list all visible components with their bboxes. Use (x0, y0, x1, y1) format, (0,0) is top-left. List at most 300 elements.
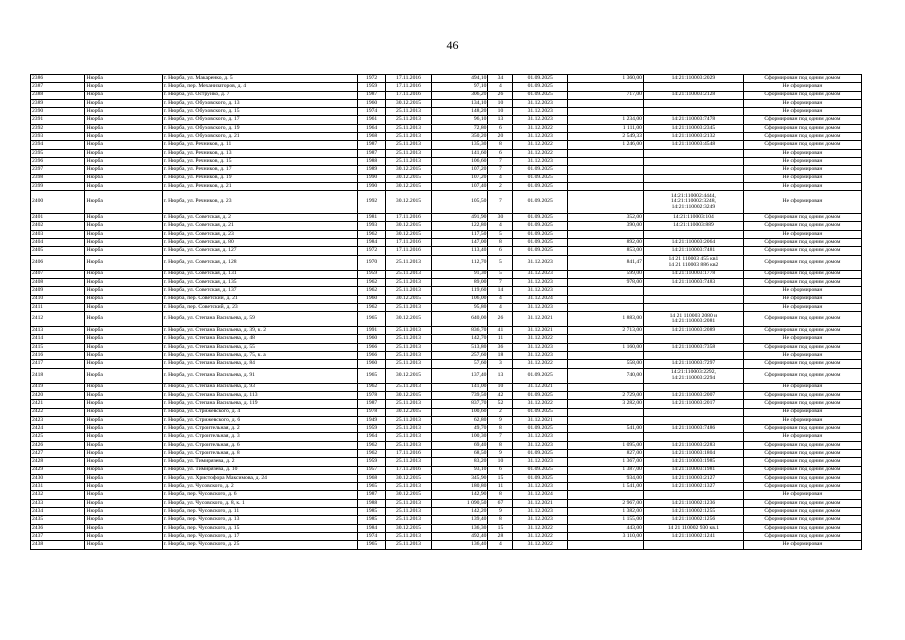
cell-cadastral-number: 14:21:110002:1241 (643, 532, 743, 540)
table-row (31, 174, 862, 182)
table-row (31, 133, 862, 141)
cell-cadastral-number: 14:21:110003:2292, 14:21:110003:2294 (643, 368, 743, 383)
cell-area: 97,10 (431, 83, 488, 91)
table-row (31, 214, 862, 222)
cell-locality: Нюрба (85, 335, 162, 343)
cell-area: 139,40 (431, 516, 488, 524)
cell-date: 30.12.2015 (386, 368, 431, 383)
cell-land-status: Сформирован под одним домом (743, 360, 861, 368)
cell-residents: 5 (488, 270, 513, 278)
cell-land-area: 3 110,00 (567, 532, 643, 540)
cell-address: г. Нюрба, ул. Речников, д. 23 (162, 191, 357, 214)
cell-deadline: 31.12.2021 (513, 312, 567, 327)
table-row (31, 247, 862, 255)
cell-address: г. Нюрба, ул. Чусовского, д. 8, к. 1 (162, 499, 357, 507)
cell-date: 25.11.2013 (386, 343, 431, 351)
cell-date: 25.11.2013 (386, 303, 431, 311)
cell-land-status: Сформирован под одним домом (743, 532, 861, 540)
cell-residents: 42 (488, 391, 513, 399)
cell-land-status: Не сформирован (743, 166, 861, 174)
cell-address: г. Нюрба, пер. Чусовского, д. 17 (162, 532, 357, 540)
cell-address: г. Нюрба, ул. Степана Васильева, д. 93 (162, 383, 357, 391)
table-row (31, 312, 862, 327)
cell-address: г. Нюрба, ул. Степана Васильева, д. 75, к. а (162, 352, 357, 360)
cell-row-number: 2400 (31, 191, 85, 214)
cell-residents: 15 (488, 474, 513, 482)
cell-row-number: 2416 (31, 352, 85, 360)
cell-land-area: 827,00 (567, 449, 643, 457)
cell-area: 492,40 (431, 532, 488, 540)
table-row (31, 335, 862, 343)
cell-land-area: 541,00 (567, 425, 643, 433)
cell-address: г. Нюрба, ул. Советская, д. 135 (162, 278, 357, 286)
cell-cadastral-number (643, 541, 743, 549)
cell-land-status: Сформирован под одним домом (743, 141, 861, 149)
cell-area: 72,80 (431, 124, 488, 132)
cell-land-status: Не сформирован (743, 433, 861, 441)
cell-row-number: 2424 (31, 425, 85, 433)
cell-locality: Нюрба (85, 532, 162, 540)
cell-locality: Нюрба (85, 157, 162, 165)
cell-build-year: 1993 (357, 222, 385, 230)
cell-locality: Нюрба (85, 408, 162, 416)
cell-land-area (567, 149, 643, 157)
cell-locality: Нюрба (85, 239, 162, 247)
cell-area: 350,20 (431, 133, 488, 141)
cell-build-year: 1970 (357, 255, 385, 270)
cell-date: 17.11.2016 (386, 214, 431, 222)
cell-deadline: 31.12.2023 (513, 516, 567, 524)
cell-land-status: Сформирован под одним домом (743, 270, 861, 278)
cell-date: 17.11.2016 (386, 466, 431, 474)
cell-date: 25.11.2013 (386, 149, 431, 157)
cell-build-year: 1972 (357, 75, 385, 83)
cell-land-area: 1 360,00 (567, 75, 643, 83)
cell-date: 17.11.2016 (386, 91, 431, 99)
cell-date: 25.11.2013 (386, 508, 431, 516)
cell-residents: 20 (488, 133, 513, 141)
cell-cadastral-number: 14:21:110002:4444, 14:21:110002:3248, 14:21:110002:3249 (643, 191, 743, 214)
cell-land-area: 717,00 (567, 91, 643, 99)
cell-build-year: 1962 (357, 230, 385, 238)
cell-deadline: 01.09.2025 (513, 191, 567, 214)
table-row (31, 327, 862, 335)
cell-address: г. Нюрба, ул. Советская, д. 2 (162, 214, 357, 222)
cell-residents: 4 (488, 174, 513, 182)
cell-area: 107,20 (431, 166, 488, 174)
cell-area: 112,70 (431, 255, 488, 270)
cell-address: г. Нюрба, ул. Речников, д. 19 (162, 174, 357, 182)
cell-locality: Нюрба (85, 541, 162, 549)
cell-area: 113,40 (431, 247, 488, 255)
cell-deadline: 01.09.2025 (513, 408, 567, 416)
cell-date: 25.11.2013 (386, 327, 431, 335)
cell-build-year: 1964 (357, 124, 385, 132)
cell-date: 30.12.2015 (386, 408, 431, 416)
cell-land-status: Сформирован под одним домом (743, 214, 861, 222)
cell-build-year: 1978 (357, 391, 385, 399)
cell-date: 25.11.2013 (386, 287, 431, 295)
cell-area: 95,80 (431, 303, 488, 311)
cell-locality: Нюрба (85, 466, 162, 474)
cell-area: 62,80 (431, 416, 488, 424)
cell-row-number: 2438 (31, 541, 85, 549)
cell-land-area: 3 282,00 (567, 400, 643, 408)
cell-date: 30.12.2015 (386, 174, 431, 182)
cell-residents: 6 (488, 124, 513, 132)
cell-date: 25.11.2013 (386, 108, 431, 116)
cell-cadastral-number (643, 108, 743, 116)
table-row (31, 166, 862, 174)
cell-area: 148,20 (431, 108, 488, 116)
cell-address: г. Нюрба, ул. Советская, д. 23 (162, 230, 357, 238)
cell-address: г. Нюрба, ул. Степана Васильева, д. 55 (162, 343, 357, 351)
cell-cadastral-number (643, 491, 743, 499)
cell-build-year: 1989 (357, 166, 385, 174)
cell-area: 100,30 (431, 433, 488, 441)
cell-residents: 30 (488, 214, 513, 222)
cell-area: 106,00 (431, 295, 488, 303)
cell-cadastral-number (643, 230, 743, 238)
table-row (31, 541, 862, 549)
cell-deadline: 31.12.2021 (513, 416, 567, 424)
cell-residents: 26 (488, 312, 513, 327)
table-row (31, 108, 862, 116)
cell-area: 142,90 (431, 491, 488, 499)
cell-cadastral-number: 14:21:110003:7481 (643, 247, 743, 255)
cell-address: г. Нюрба, ул. Строительная, д. 2 (162, 425, 357, 433)
table-row (31, 433, 862, 441)
cell-land-status: Сформирован под одним домом (743, 425, 861, 433)
table-row (31, 149, 862, 157)
cell-residents: 8 (488, 425, 513, 433)
cell-locality: Нюрба (85, 116, 162, 124)
cell-row-number: 2425 (31, 433, 85, 441)
cell-row-number: 2421 (31, 400, 85, 408)
table-row (31, 141, 862, 149)
cell-land-area: 1 234,00 (567, 116, 643, 124)
cell-row-number: 2388 (31, 91, 85, 99)
cell-residents: 8 (488, 239, 513, 247)
cell-residents: 67 (488, 499, 513, 507)
table-row (31, 425, 862, 433)
cell-address: г. Нюрба, ул. Обуховского, д. 17 (162, 116, 357, 124)
cell-build-year: 1990 (357, 182, 385, 190)
cell-residents: 18 (488, 352, 513, 360)
table-row (31, 157, 862, 165)
cell-deadline: 31.12.2024 (513, 491, 567, 499)
cell-land-status: Сформирован под одним домом (743, 449, 861, 457)
cell-build-year: 1959 (357, 83, 385, 91)
cell-address: г. Нюрба, ул. Степана Васильева, д. 39, к. 2 (162, 327, 357, 335)
cell-deadline: 31.12.2023 (513, 278, 567, 286)
cell-area: 141,00 (431, 383, 488, 391)
cell-address: г. Нюрба, пер. Чусовского, д. 6 (162, 491, 357, 499)
cell-row-number: 2397 (31, 166, 85, 174)
cell-land-status: Сформирован под одним домом (743, 343, 861, 351)
cell-date: 25.11.2013 (386, 400, 431, 408)
cell-locality: Нюрба (85, 124, 162, 132)
cell-land-status: Сформирован под одним домом (743, 116, 861, 124)
cell-residents: 2 (488, 408, 513, 416)
cell-build-year: 1962 (357, 449, 385, 457)
cell-land-area: 390,00 (567, 222, 643, 230)
cell-build-year: 1949 (357, 416, 385, 424)
cell-cadastral-number: 14:21:110002:1327 (643, 483, 743, 491)
cell-row-number: 2398 (31, 174, 85, 182)
cell-land-area: 1 883,00 (567, 312, 643, 327)
cell-cadastral-number (643, 157, 743, 165)
cell-land-status: Не сформирован (743, 191, 861, 214)
cell-area: 105,50 (431, 191, 488, 214)
cell-locality: Нюрба (85, 383, 162, 391)
cell-cadastral-number: 14:21:110003:889 (643, 222, 743, 230)
cell-area: 491,90 (431, 214, 488, 222)
cell-residents: 7 (488, 191, 513, 214)
cell-build-year: 1987 (357, 491, 385, 499)
cell-land-status: Не сформирован (743, 335, 861, 343)
cell-deadline: 31.12.2022 (513, 124, 567, 132)
cell-deadline: 31.12.2023 (513, 433, 567, 441)
cell-residents: 11 (488, 483, 513, 491)
cell-build-year: 1987 (357, 400, 385, 408)
cell-land-area: 2 729,00 (567, 391, 643, 399)
cell-date: 30.12.2015 (386, 191, 431, 214)
cell-date: 25.11.2013 (386, 141, 431, 149)
cell-land-area: 2 713,00 (567, 327, 643, 335)
cell-land-area (567, 174, 643, 182)
cell-residents: 13 (488, 368, 513, 383)
cell-locality: Нюрба (85, 149, 162, 157)
cell-locality: Нюрба (85, 222, 162, 230)
cell-build-year: 1960 (357, 360, 385, 368)
cell-address: г. Нюрба, ул. Степана Васильева, д. 91 (162, 368, 357, 383)
cell-date: 30.12.2015 (386, 524, 431, 532)
cell-land-area (567, 191, 643, 214)
cell-row-number: 2419 (31, 383, 85, 391)
cell-land-status: Не сформирован (743, 541, 861, 549)
table-row (31, 295, 862, 303)
table-row (31, 75, 862, 83)
cell-cadastral-number: 14:21:110003:104 (643, 214, 743, 222)
cell-cadastral-number (643, 166, 743, 174)
cell-cadastral-number: 14:21:110003:2017 (643, 400, 743, 408)
cell-land-status: Сформирован под одним домом (743, 508, 861, 516)
cell-cadastral-number (643, 352, 743, 360)
table-row (31, 368, 862, 383)
cell-row-number: 2422 (31, 408, 85, 416)
cell-land-area (567, 157, 643, 165)
cell-deadline: 31.12.2021 (513, 383, 567, 391)
cell-locality: Нюрба (85, 312, 162, 327)
cell-deadline: 31.12.2023 (513, 287, 567, 295)
cell-residents: 7 (488, 166, 513, 174)
cell-residents: 26 (488, 91, 513, 99)
cell-row-number: 2394 (31, 141, 85, 149)
cell-row-number: 2390 (31, 108, 85, 116)
cell-row-number: 2399 (31, 182, 85, 190)
cell-address: г. Нюрба, ул. Речников, д. 11 (162, 141, 357, 149)
cell-row-number: 2396 (31, 157, 85, 165)
table-row (31, 474, 862, 482)
cell-address: г. Нюрба, ул. Советская, д. 127 (162, 247, 357, 255)
cell-land-area (567, 295, 643, 303)
cell-land-area (567, 287, 643, 295)
cell-area: 1 090,50 (431, 499, 488, 507)
cell-row-number: 2407 (31, 270, 85, 278)
cell-date: 25.11.2013 (386, 383, 431, 391)
cell-address: г. Нюрба, ул. Степана Васильева, д. 84 (162, 360, 357, 368)
cell-date: 25.11.2013 (386, 425, 431, 433)
cell-cadastral-number: 14 21 110002 930 кв.1 (643, 524, 743, 532)
cell-deadline: 31.12.2022 (513, 335, 567, 343)
cell-land-area (567, 335, 643, 343)
cell-build-year: 1984 (357, 239, 385, 247)
cell-locality: Нюрба (85, 483, 162, 491)
cell-locality: Нюрба (85, 433, 162, 441)
cell-deadline: 01.09.2025 (513, 214, 567, 222)
cell-row-number: 2429 (31, 466, 85, 474)
cell-address: г. Нюрба, ул. Строительная, д. 3 (162, 433, 357, 441)
cell-date: 17.11.2016 (386, 83, 431, 91)
cell-locality: Нюрба (85, 174, 162, 182)
cell-locality: Нюрба (85, 133, 162, 141)
cell-area: 119,60 (431, 287, 488, 295)
cell-deadline: 31.12.2023 (513, 508, 567, 516)
cell-build-year: 1987 (357, 91, 385, 99)
cell-area: 68,50 (431, 449, 488, 457)
cell-residents: 4 (488, 541, 513, 549)
cell-deadline: 31.12.2023 (513, 108, 567, 116)
cell-residents: 8 (488, 141, 513, 149)
cell-build-year: 1985 (357, 508, 385, 516)
cell-date: 25.11.2013 (386, 458, 431, 466)
cell-row-number: 2411 (31, 303, 85, 311)
cell-cadastral-number (643, 303, 743, 311)
cell-cadastral-number: 14:21:110003:2345 (643, 124, 743, 132)
cell-build-year: 1992 (357, 191, 385, 214)
cell-deadline: 01.09.2025 (513, 368, 567, 383)
cell-residents: 7 (488, 157, 513, 165)
cell-address: г. Нюрба, пер. Чусовского, д. 25 (162, 541, 357, 549)
cell-locality: Нюрба (85, 499, 162, 507)
cell-area: 141,60 (431, 149, 488, 157)
table-row (31, 230, 862, 238)
table-row (31, 239, 862, 247)
cell-row-number: 2393 (31, 133, 85, 141)
cell-cadastral-number (643, 174, 743, 182)
cell-date: 25.11.2013 (386, 278, 431, 286)
cell-build-year: 1962 (357, 303, 385, 311)
cell-area: 142,20 (431, 508, 488, 516)
cell-date: 25.11.2013 (386, 116, 431, 124)
cell-build-year: 1990 (357, 174, 385, 182)
cell-build-year: 1987 (357, 141, 385, 149)
cell-residents: 7 (488, 278, 513, 286)
cell-land-area: 1 541,00 (567, 483, 643, 491)
cell-build-year: 1978 (357, 408, 385, 416)
cell-row-number: 2414 (31, 335, 85, 343)
cell-land-status: Не сформирован (743, 491, 861, 499)
cell-locality: Нюрба (85, 360, 162, 368)
cell-land-area: 1 387,00 (567, 466, 643, 474)
cell-row-number: 2402 (31, 222, 85, 230)
cell-deadline: 31.12.2023 (513, 303, 567, 311)
cell-deadline: 01.09.2025 (513, 230, 567, 238)
table-row (31, 391, 862, 399)
cell-deadline: 01.09.2025 (513, 466, 567, 474)
cell-cadastral-number: 14:21:110003:7483 (643, 278, 743, 286)
table-row (31, 343, 862, 351)
cell-residents: 13 (488, 116, 513, 124)
cell-build-year: 1988 (357, 157, 385, 165)
cell-land-status: Сформирован под одним домом (743, 368, 861, 383)
cell-date: 30.12.2015 (386, 222, 431, 230)
cell-cadastral-number: 14:21:110002:1236 (643, 499, 743, 507)
cell-residents: 52 (488, 400, 513, 408)
cell-land-status: Сформирован под одним домом (743, 222, 861, 230)
cell-cadastral-number: 14:21:110003:1778 (643, 270, 743, 278)
cell-land-area: 1 111,00 (567, 124, 643, 132)
cell-date: 30.12.2015 (386, 166, 431, 174)
cell-land-status: Сформирован под одним домом (743, 278, 861, 286)
cell-residents: 7 (488, 433, 513, 441)
cell-deadline: 31.12.2023 (513, 343, 567, 351)
cell-land-status: Не сформирован (743, 99, 861, 107)
cell-row-number: 2434 (31, 508, 85, 516)
cell-date: 30.12.2015 (386, 312, 431, 327)
cell-row-number: 2392 (31, 124, 85, 132)
cell-locality: Нюрба (85, 75, 162, 83)
table-row (31, 491, 862, 499)
cell-date: 25.11.2013 (386, 270, 431, 278)
registry-body (31, 75, 862, 550)
cell-residents: 5 (488, 255, 513, 270)
cell-address: г. Нюрба, пер. Механизаторов, д. 4 (162, 83, 357, 91)
cell-locality: Нюрба (85, 458, 162, 466)
cell-row-number: 2415 (31, 343, 85, 351)
cell-land-area: 1 367,00 (567, 458, 643, 466)
cell-land-area: 1 246,00 (567, 141, 643, 149)
table-row (31, 116, 862, 124)
cell-date: 25.11.2013 (386, 255, 431, 270)
cell-build-year: 1957 (357, 466, 385, 474)
cell-area: 494,10 (431, 75, 488, 83)
cell-deadline: 01.09.2025 (513, 239, 567, 247)
cell-address: г. Нюрба, ул. Оструйко, д. 7 (162, 91, 357, 99)
cell-deadline: 01.09.2025 (513, 247, 567, 255)
table-row (31, 466, 862, 474)
cell-locality: Нюрба (85, 491, 162, 499)
cell-cadastral-number (643, 182, 743, 190)
cell-deadline: 31.12.2022 (513, 360, 567, 368)
cell-row-number: 2437 (31, 532, 85, 540)
cell-cadastral-number: 14 21 110003 455 кв1 14 21 110003 886 кв2 (643, 255, 743, 270)
table-row (31, 91, 862, 99)
cell-residents: 10 (488, 458, 513, 466)
cell-row-number: 2403 (31, 230, 85, 238)
cell-address: г. Нюрба, ул. Степана Васильева, д. 119 (162, 400, 357, 408)
cell-land-area: 352,00 (567, 214, 643, 222)
cell-land-area (567, 416, 643, 424)
cell-date: 25.11.2013 (386, 441, 431, 449)
cell-address: г. Нюрба, ул. Строительная, д. 6 (162, 441, 357, 449)
cell-date: 25.11.2013 (386, 157, 431, 165)
cell-row-number: 2432 (31, 491, 85, 499)
cell-row-number: 2436 (31, 524, 85, 532)
cell-land-status: Не сформирован (743, 352, 861, 360)
cell-land-area: 2 549,33 (567, 133, 643, 141)
